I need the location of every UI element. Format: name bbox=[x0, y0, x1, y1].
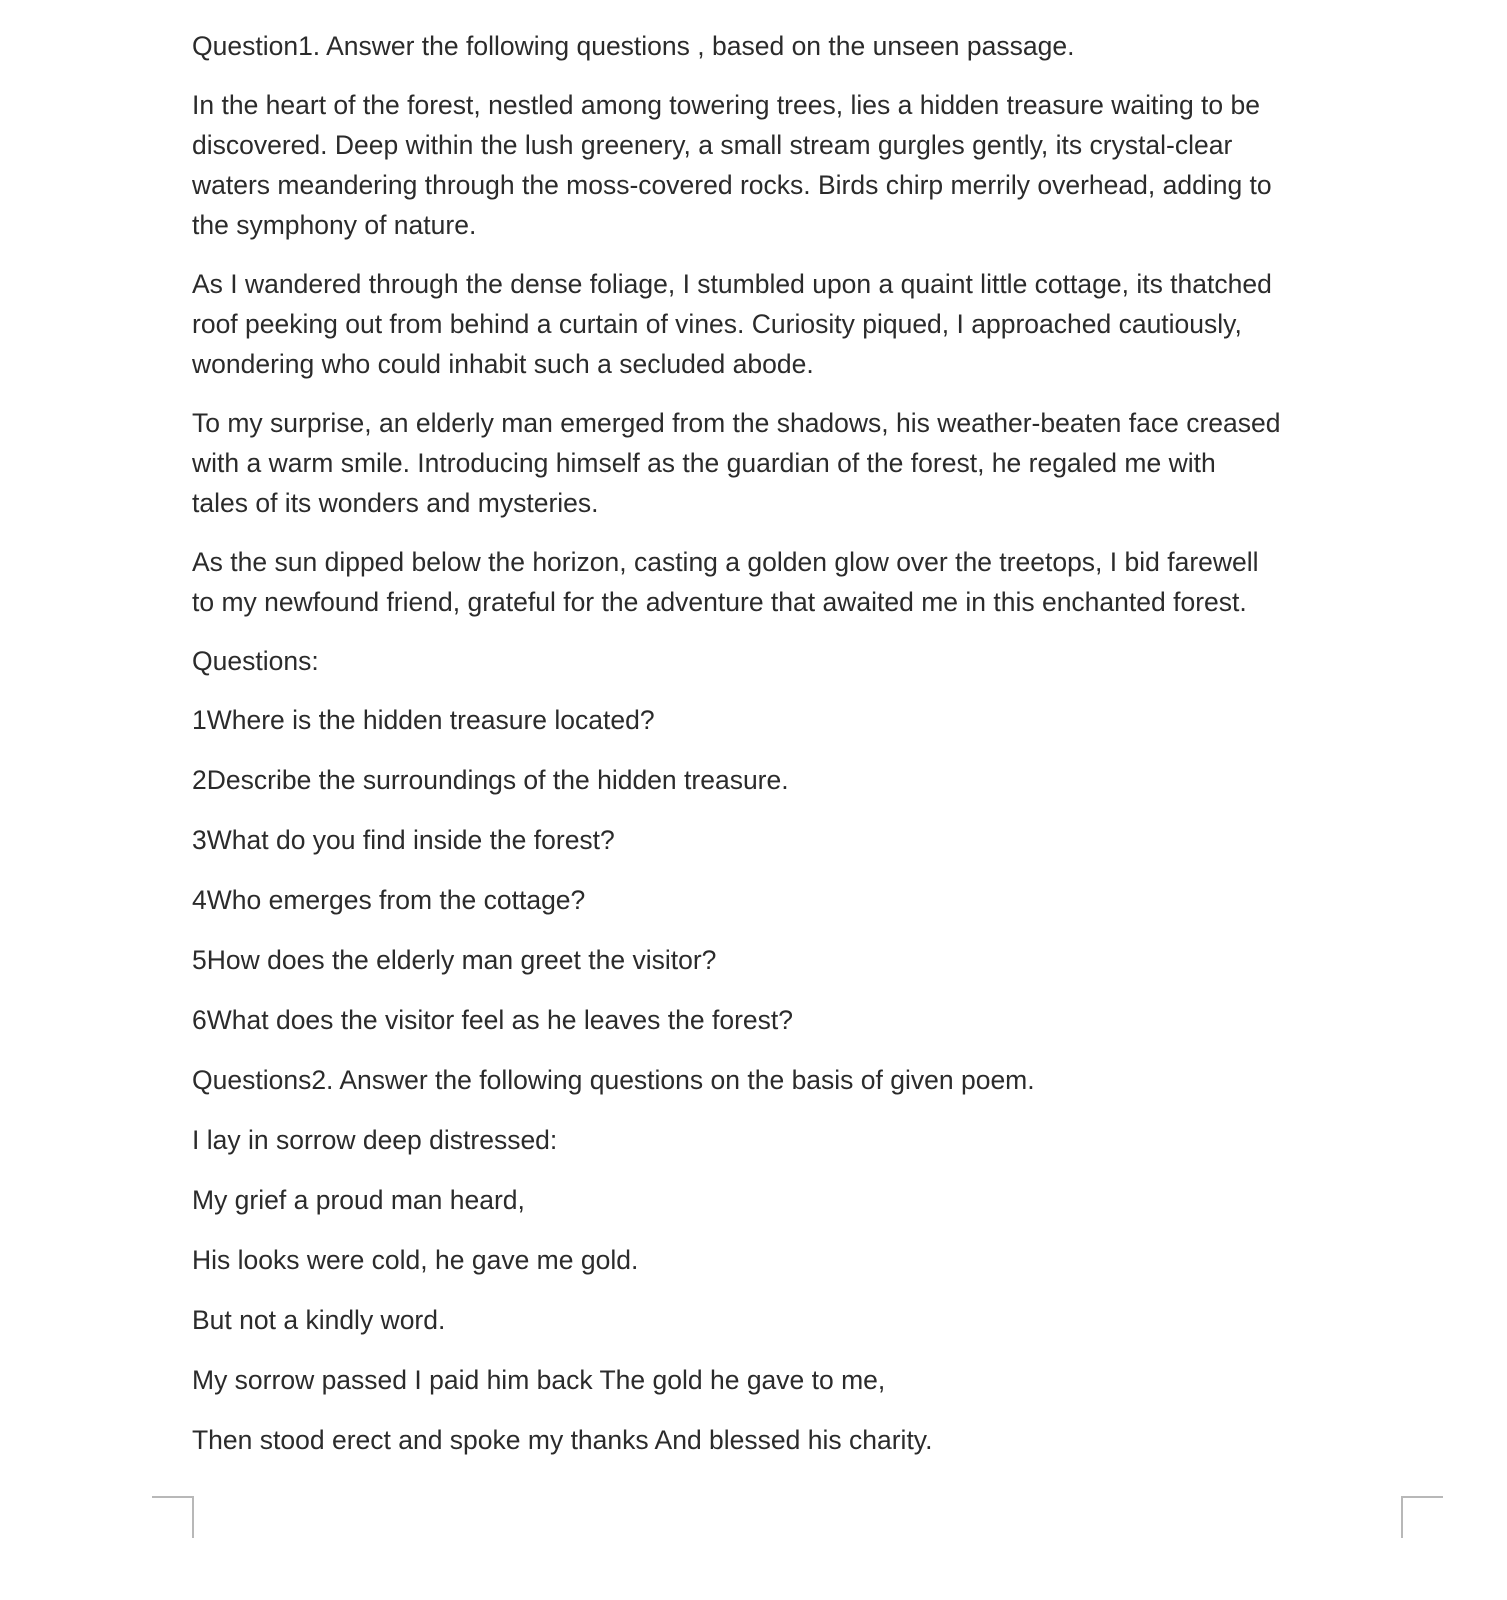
question2-heading: Questions2. Answer the following questions on the basis of given poem. bbox=[192, 1065, 1035, 1095]
question-item-2: 2Describe the surroundings of the hidden treasure. bbox=[192, 765, 789, 795]
passage-line: waters meandering through the moss-covered rocks. Birds chirp merrily overhead, adding to bbox=[192, 170, 1272, 200]
passage-line: roof peeking out from behind a curtain of vines. Curiosity piqued, I approached cautiously, bbox=[192, 309, 1242, 339]
passage-line: In the heart of the forest, nestled among towering trees, lies a hidden treasure waiting to be bbox=[192, 90, 1260, 120]
poem-line-6: Then stood erect and spoke my thanks And blessed his charity. bbox=[192, 1425, 933, 1455]
passage-line: the symphony of nature. bbox=[192, 210, 477, 240]
passage-line: As the sun dipped below the horizon, casting a golden glow over the treetops, I bid farewell bbox=[192, 547, 1259, 577]
question-item-5: 5How does the elderly man greet the visitor? bbox=[192, 945, 717, 975]
passage-line: discovered. Deep within the lush greenery, a small stream gurgles gently, its crystal-clear bbox=[192, 130, 1233, 160]
question-item-6: 6What does the visitor feel as he leaves the forest? bbox=[192, 1005, 793, 1035]
question-item-1: 1Where is the hidden treasure located? bbox=[192, 705, 655, 735]
page-margin-corner-left bbox=[152, 1496, 194, 1538]
poem-line-1: I lay in sorrow deep distressed: bbox=[192, 1125, 558, 1155]
passage-paragraph-2 bbox=[192, 264, 1422, 384]
passage-line: tales of its wonders and mysteries. bbox=[192, 488, 599, 518]
question-item-3: 3What do you find inside the forest? bbox=[192, 825, 615, 855]
page-margin-corner-right bbox=[1401, 1496, 1443, 1538]
poem-line-3: His looks were cold, he gave me gold. bbox=[192, 1245, 639, 1275]
passage-line: wondering who could inhabit such a secluded abode. bbox=[192, 349, 814, 379]
poem-line-5: My sorrow passed I paid him back The gold he gave to me, bbox=[192, 1365, 886, 1395]
questions-label: Questions: bbox=[192, 646, 319, 676]
passage-line: To my surprise, an elderly man emerged from the shadows, his weather-beaten face creased bbox=[192, 408, 1281, 438]
poem-line-2: My grief a proud man heard, bbox=[192, 1185, 525, 1215]
document-body bbox=[192, 26, 1422, 1480]
passage-line: with a warm smile. Introducing himself as the guardian of the forest, he regaled me with bbox=[192, 448, 1216, 478]
passage-paragraph-3 bbox=[192, 403, 1422, 523]
passage-line: to my newfound friend, grateful for the adventure that awaited me in this enchanted forest. bbox=[192, 587, 1247, 617]
question-item-4: 4Who emerges from the cottage? bbox=[192, 885, 586, 915]
passage-line: As I wandered through the dense foliage, I stumbled upon a quaint little cottage, its thatched bbox=[192, 269, 1272, 299]
passage-paragraph-1 bbox=[192, 85, 1422, 245]
passage-paragraph-4 bbox=[192, 542, 1422, 622]
poem-line-4: But not a kindly word. bbox=[192, 1305, 446, 1335]
question1-heading: Question1. Answer the following questions , based on the unseen passage. bbox=[192, 31, 1075, 61]
